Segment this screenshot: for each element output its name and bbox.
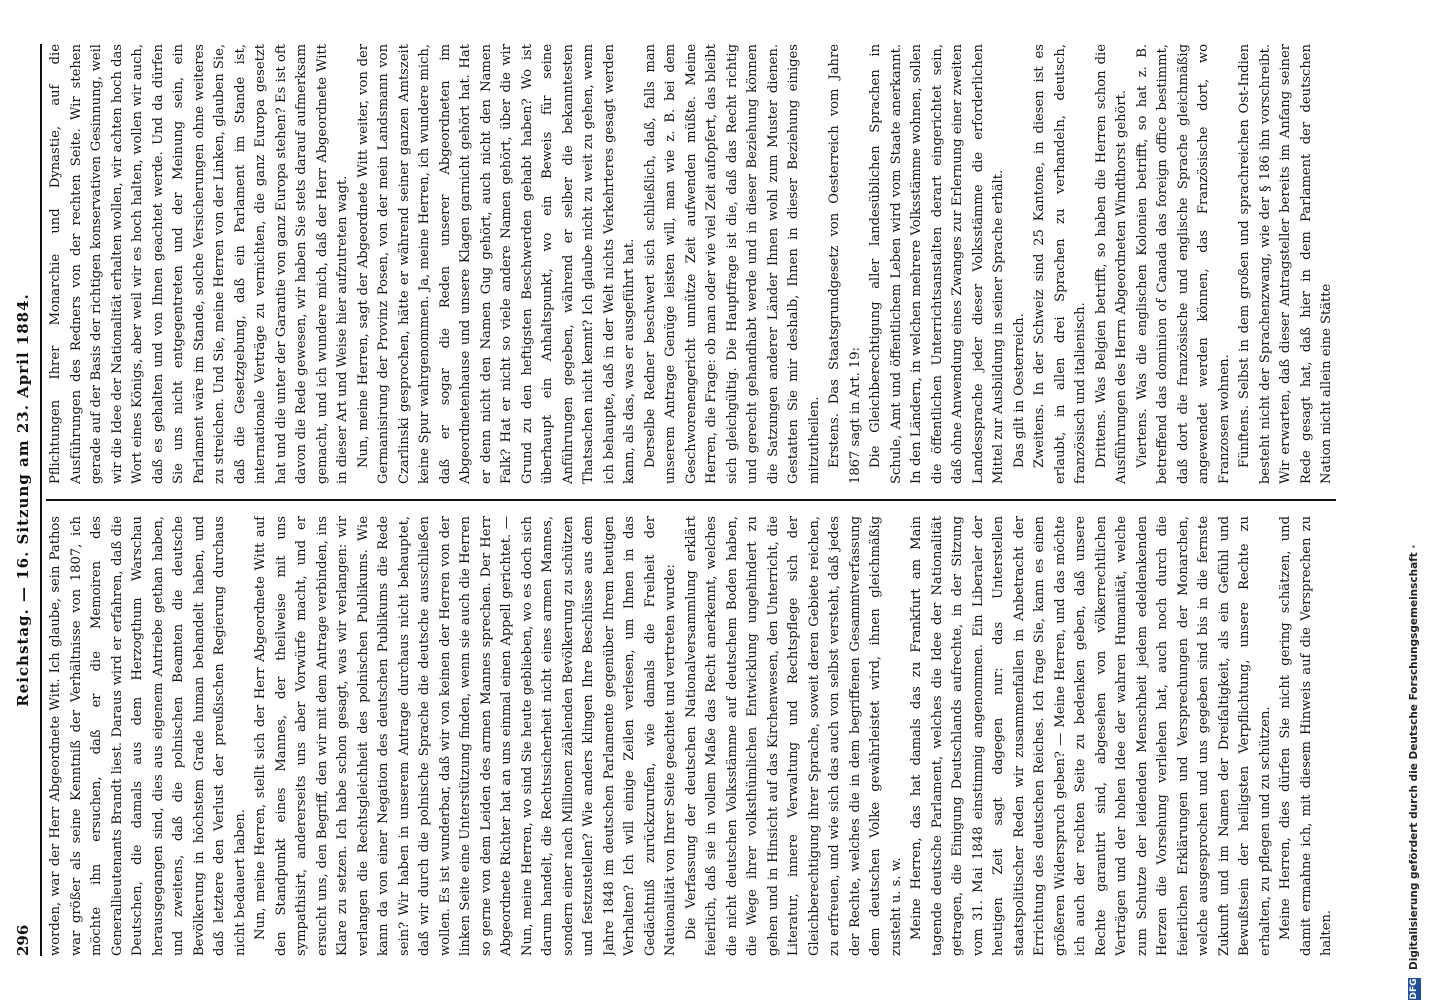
paragraph: Zweitens. In der Schweiz sind 25 Kantone, in diesen ist es erlaubt, in allen drei Sprachen zu verhandeln, deutsch, französisch und italienisch. bbox=[1032, 44, 1088, 484]
page-header bbox=[6, 44, 42, 956]
paragraph: Nun, meine Herren, stellt sich der Herr Abgeordnete Witt auf den Standpunkt eines Mannes, der theilweise mit uns sympathisirt, andererseits uns aber Vorwürfe macht, und er ersucht uns, den Begriff, den wir mit dem Antrage verbinden, ins Klare zu setzen. Ich habe schon gesagt, was wir verlangen: wir verlangen die Rechtsgleichheit des polnischen Publikums. Wie kann da von einer Negation des deutschen Publikums die Rede sein? Wir haben in unserem Antrage durchaus nicht behauptet, daß wir durch die polnische Sprache die deutsche ausschließen wollen. Es ist wunderbar, daß wir von keinen der Herren von der linken Seite eine Unterstützung finden, wenn sie auch die Herren so gerne von dem Leiden des armen Mannes sprechen. Der Herr Abgeordnete Richter hat an uns einmal einen Appell gerichtet. — Nun, meine Herren, wo sind Sie heute geblieben, wo es doch sich darum handelt, die Rechtssicherheit nicht eines armen Mannes, sondern einer nach Millionen zählenden Bevölkerung zu schützen und festzustellen? Wie anders klingen Ihre Beschlüsse aus dem Jahre 1848 im deutschen Parlamente gegenüber Ihrem heutigen Verhalten? Ich will einige Zeilen verlesen, um Ihnen in das Gedächtniß zurückzurufen, wie damals die Freiheit der Nationalität von Ihrer Seite geachtet und vertreten wurde: bbox=[253, 516, 678, 956]
column-divider bbox=[46, 499, 1336, 501]
right-column bbox=[46, 44, 1336, 484]
paragraph: Viertens. Was die englischen Kolonien betrifft, so hat z. B. betreffend das dominion of Canada das foreign office bestimmt, daß dort die französische und englische Sprache gleichmäßig angewendet werden können, das Französische dort, wo Franzosen wohnen. bbox=[1134, 44, 1232, 484]
paragraph: Pflichtungen Ihrer Monarchie und Dynastie, auf die Ausführungen des Redners von der rechten Seite. Wir stehen gerade auf der Basis der richtigen konservativen Gesinnung, weil wir die Idee der Nationalität erhalten wollen, wir achten hoch das Wort eines Königs, aber weil wir es hoch halten, wollen wir auch, daß es gehalten und von Ihnen geachtet werde. Und da dürfen Sie uns nicht entgegentreten und der Meinung sein, ein Parlament wäre im Stande, solche Versicherungen ohne weiteres zu streichen. Und Sie, meine Herren von der Linken, glauben Sie, daß die Gesetzgebung, daß ein Parlament im Stande ist, internationale Verträge zu vernichten, die ganz Europa gesetzt hat und die unter der Garantie von ganz Europa stehen? Es ist oft davon die Rede gewesen, wir haben Sie stets darauf aufmerksam gemacht, und ich wundere mich, daß der Herr Abgeordnete Witt in dieser Art und Weise hier aufzutreten wagt. bbox=[48, 44, 350, 484]
paragraph: Die Verfassung der deutschen Nationalversammlung erklärt feierlich, daß sie in vollem Maße das Recht anerkennt, welches die nicht deutschen Volksstämme auf deutschem Boden haben, die Wege ihrer volksthümlichen Entwicklung ungehindert zu gehen und in Hinsicht auf das Kirchenwesen, den Unterricht, die Literatur, innere Verwaltung und Rechtspflege sich der Gleichberechtigung ihrer Sprache, soweit deren Gebiete reichen, zu erfreuen, und wie sich das auch von selbst versteht, daß jedes der Rechte, welches die in dem begriffenen Gesammtverfassung dem deutschen Volke gewährleistet wird, ihnen gleichmäßig zusteht u. s. w. bbox=[683, 516, 904, 956]
paragraph: Erstens. Das Staatsgrundgesetz von Oesterreich vom Jahre 1867 sagt in Art. 19: bbox=[827, 44, 863, 484]
paragraph: Die Gleichberechtigung aller landesüblichen Sprachen in Schule, Amt und öffentlichem Leben wird vom Staate anerkannt. In den Ländern, in welchen mehrere Volksstämme wohnen, sollen die öffentlichen Unterrichtsanstalten derart eingerichtet sein, daß ohne Anwendung eines Zwanges zur Erlernung einer zweiten Landessprache jeder dieser Volksstämme die erforderlichen Mittel zur Ausbildung in seiner Sprache erhält. bbox=[868, 44, 1006, 484]
paragraph: worden, war der Herr Abgeordnete Witt. Ich glaube, sein Pathos war größer als seine Kenntniß der Verhältnisse von 1807, ich möchte ihn ersuchen, daß er die Memoiren des Generallieutenants Brandt liest. Daraus wird er erfahren, daß die Deutschen, die damals aus dem Herzogthum Warschau herausgegangen sind, dies aus eigenem Antriebe gethan haben, und zweitens, daß die polnischen Beamten die deutsche Bevölkerung in höchstem Grade human behandelt haben, und daß letztere den Verlust der preußischen Regierung durchaus nicht bedauert haben. bbox=[48, 516, 248, 956]
page-number: 296 bbox=[14, 924, 32, 956]
paragraph: Derselbe Redner beschwert sich schließlich, daß, falls man unserem Antrage Genüge leisten will, man wie z. B. bei dem Geschworenengericht unnütze Zeit aufwenden müßte. Meine Herren, die Frage: ob man oder wie viel Zeit aufopfert, das bleibt sich gleichgültig. Die Hauptfrage ist die, daß das Recht richtig und gerecht gehandhabt werde und in dieser Beziehung können die Satzungen anderer Länder Ihnen wohl zum Muster dienen. Gestatten Sie mir deshalb, Ihnen in dieser Beziehung einiges mitzutheilen. bbox=[642, 44, 822, 484]
left-column bbox=[46, 516, 1336, 956]
paragraph: Nun, meine Herren, sagt der Abgeordnete Witt weiter, von der Germanisirung der Provinz Posen, von der mein Landsmann von Czarlinski gesprochen, hätte er während seiner ganzen Amtszeit keine Spur wahrgenommen. Ja, meine Herren, ich wundere mich, daß er sogar die Reden unserer Abgeordneten im Abgeordnetenhause und unsere Klagen garnicht gehört hat. Hat er denn nicht den Namen Gug gehört, auch nicht den Namen Falk? Hat er nicht so viele andere Namen gehört, über die wir Grund zu den heftigsten Beschwerden gehabt haben? Wo ist überhaupt ein Anhaltspunkt, wo ein Beweis für seine Anführungen gegeben, während er selber die bekanntesten Thatsachen nicht kennt? Ich glaube nicht zu weit zu gehen, wenn ich behaupte, daß in der Welt nichts Verkehrteres gesagt werden kann, als das, was er ausgeführt hat. bbox=[355, 44, 637, 484]
dfg-logo: DFG bbox=[1409, 978, 1419, 1000]
paragraph: Drittens. Was Belgien betrifft, so haben die Herren schon die Ausführungen des Herrn Abgeordneten Windthorst gehört. bbox=[1093, 44, 1129, 484]
digitization-footer bbox=[1400, 0, 1428, 1000]
paragraph: Das gilt in Oesterreich. bbox=[1011, 313, 1027, 468]
paragraph: Fünftens. Selbst in dem großen und sprachreichen Ost-Indien besteht nicht der Sprachenzwang, wie der § 186 ihn vorschreibt. Wir erwarten, daß dieser Antragsteller bereits im Anfang seiner Rede gesagt hat, daß hier in dem Parlament der deutschen Nation nicht allein eine Stätte bbox=[1237, 44, 1334, 484]
paragraph: Meine Herren, dies dürfen Sie nicht gering schätzen, und damit ermahne ich, mit diesem Hinweis auf die Versprechen zu halten. bbox=[1278, 516, 1334, 956]
digitization-note: Digitalisierung gefördert durch die Deutsche Forschungsgemeinschaft · bbox=[1408, 544, 1420, 970]
running-head: Reichstag. — 16. Sitzung am 23. April 1884. bbox=[14, 293, 32, 707]
paragraph: Meine Herren, das hat damals das zu Frankfurt am Main tagende deutsche Parlament, welches die Idee der Nationalität getragen, die Einigung Deutschlands aufrechte, in der Sitzung vom 31. Mai 1848 einstimmig angenommen. Ein Liberaler der heutigen Zeit sagt dagegen nur: das Unterstellen staatspolitischer Reden wir zusammenfallen in Anbetracht der Errichtung des deutschen Reiches. Ich frage Sie, kann es einen größeren Widerspruch geben? — Meine Herren, und das möchte ich auch der rechten Seite zu bedenken geben, daß unsere Rechte garantirt sind, abgesehen von völkerrechtlichen Verträgen und der hohen Idee der wahren Humanität, welche zum Schutze der leidenden Menschheit jedem edeldenkenden Herzen die Vorsehung verliehen hat, auch noch durch die feierlichen Erklärungen und Versprechungen der Monarchen, welche ausgesprochen und uns gegeben sind bis in die fernste Zukunft und im Namen der Dreifaltigkeit, als ein Gefühl und Bewußtsein der heiligsten Verpflichtung, unsere Rechte zu erhalten, zu pflegen und zu schützen. bbox=[909, 516, 1273, 956]
